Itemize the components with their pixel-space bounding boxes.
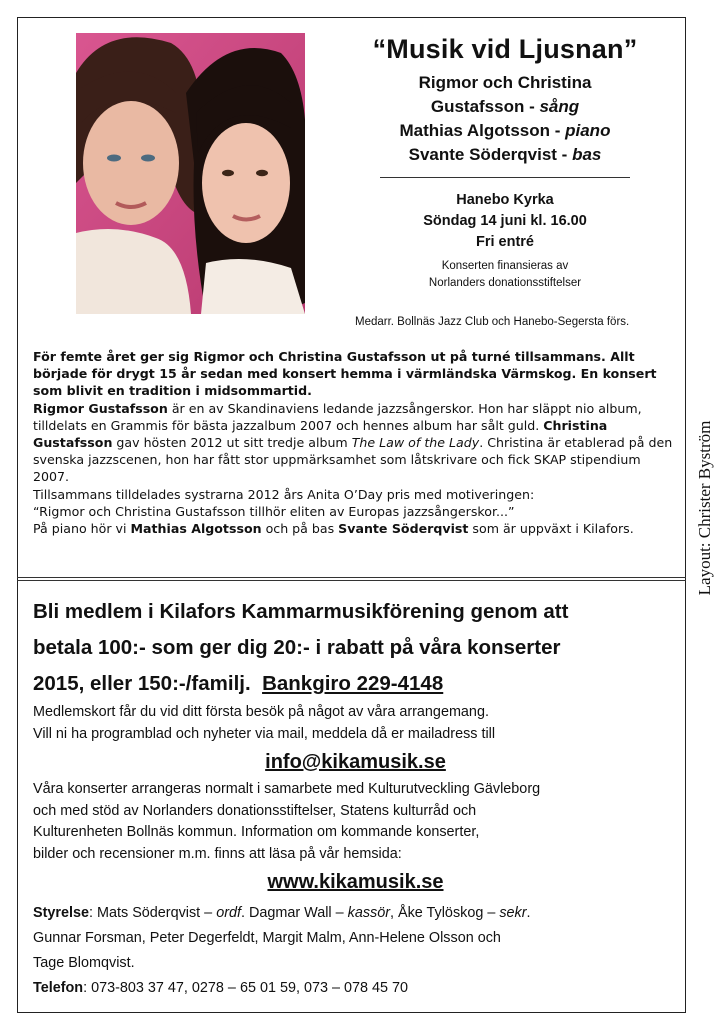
performer-line: Rigmor och Christina <box>418 73 592 92</box>
concert-date: Söndag 14 juni kl. 16.00 <box>423 213 587 229</box>
performer-line: Svante Söderqvist - bas <box>408 145 602 164</box>
co-organizers: Medarr. Bollnäs Jazz Club och Hanebo-Segersta förs. <box>355 316 630 328</box>
concert-title: “Musik vid Ljusnan” <box>372 34 638 64</box>
membership-section <box>33 594 678 1001</box>
website-link[interactable]: www.kikamusik.se <box>267 871 444 893</box>
header-divider <box>380 177 630 178</box>
membership-line: 2015, eller 150:-/familj. Bankgiro 229-4148 <box>33 672 444 695</box>
layout-credit: Layout: Christer Byström <box>695 420 714 596</box>
board-line: Styrelse: Mats Söderqvist – ordf. Dagmar Wall – kassör, Åke Tylöskog – sekr. <box>33 905 531 921</box>
collab-info: och med stöd av Norlanders donationsstiftelser, Statens kulturråd och <box>33 802 477 819</box>
membership-line: betala 100:- som ger dig 20:- i rabatt på våra konserter <box>33 636 561 659</box>
board-line: Tage Blomqvist. <box>33 955 135 971</box>
card-info: Vill ni ha programblad och nyheter via mail, meddela då er mailadress till <box>33 725 496 742</box>
bankgiro: Bankgiro 229-4148 <box>262 672 444 695</box>
section-divider <box>17 577 686 578</box>
performer-list <box>350 71 660 167</box>
venue-name: Hanebo Kyrka <box>456 192 554 208</box>
artist-bio <box>33 348 673 537</box>
collab-info: Kulturenheten Bollnäs kommun. Information om kommande konserter, <box>33 824 480 840</box>
bio-award: Tillsammans tilldelades systrarna 2012 års Anita O’Day pris med motiveringen: <box>33 486 535 502</box>
section-divider <box>17 580 686 581</box>
phone-line: Telefon: 073-803 37 47, 0278 – 65 01 59, 073 – 078 45 70 <box>33 980 408 996</box>
card-info: Medlemskort får du vid ditt första besök på något av våra arrangemang. <box>33 704 489 720</box>
board-line: Gunnar Forsman, Peter Degerfeldt, Margit Malm, Ann-Helene Olsson och <box>33 930 501 946</box>
singers-photo <box>76 33 305 314</box>
funding-info: Konserten finansieras av Norlanders donationsstiftelser <box>428 260 582 289</box>
performer-line: Mathias Algotsson - piano <box>399 121 611 140</box>
collab-info: Våra konserter arrangeras normalt i samarbete med Kulturutveckling Gävleborg <box>33 781 541 797</box>
concert-header <box>350 34 660 292</box>
bio-lead: För femte året ger sig Rigmor och Christina Gustafsson ut på turné tillsammans. Allt började för drygt 15 år sedan med konsert hemma i värmländska Värmskog. En konsert som blivit en tradition i midsommartid. <box>33 349 657 399</box>
bio-paragraph: Rigmor Gustafsson är en av Skandinaviens ledande jazzsångerskor. Hon har släppt nio album, tilldelats en Grammis för bästa jazzalbum 2007 och hennes album har sålt guld. Christina Gustafsson gav hösten 2012 ut sitt tredje album The Law of the Lady. Christina är etablerad på den svenska jazzscenen, hon har fått stor uppmärksamhet som låtskrivare och fick SKAP stipendium 2007. <box>33 400 673 485</box>
membership-line: Bli medlem i Kilafors Kammarmusikförening genom att <box>33 600 569 623</box>
entry-info: Fri entré <box>475 234 534 250</box>
collab-info: bilder och recensioner m.m. finns att läsa på vår hemsida: <box>33 845 402 862</box>
bio-band: På piano hör vi Mathias Algotsson och på bas Svante Söderqvist som är uppväxt i Kilafors. <box>33 521 634 537</box>
bio-quote: “Rigmor och Christina Gustafsson tillhör eliten av Europas jazzsångerskor...” <box>33 503 515 519</box>
email-link[interactable]: info@kikamusik.se <box>265 751 446 773</box>
performer-line: Gustafsson - sång <box>430 97 580 116</box>
